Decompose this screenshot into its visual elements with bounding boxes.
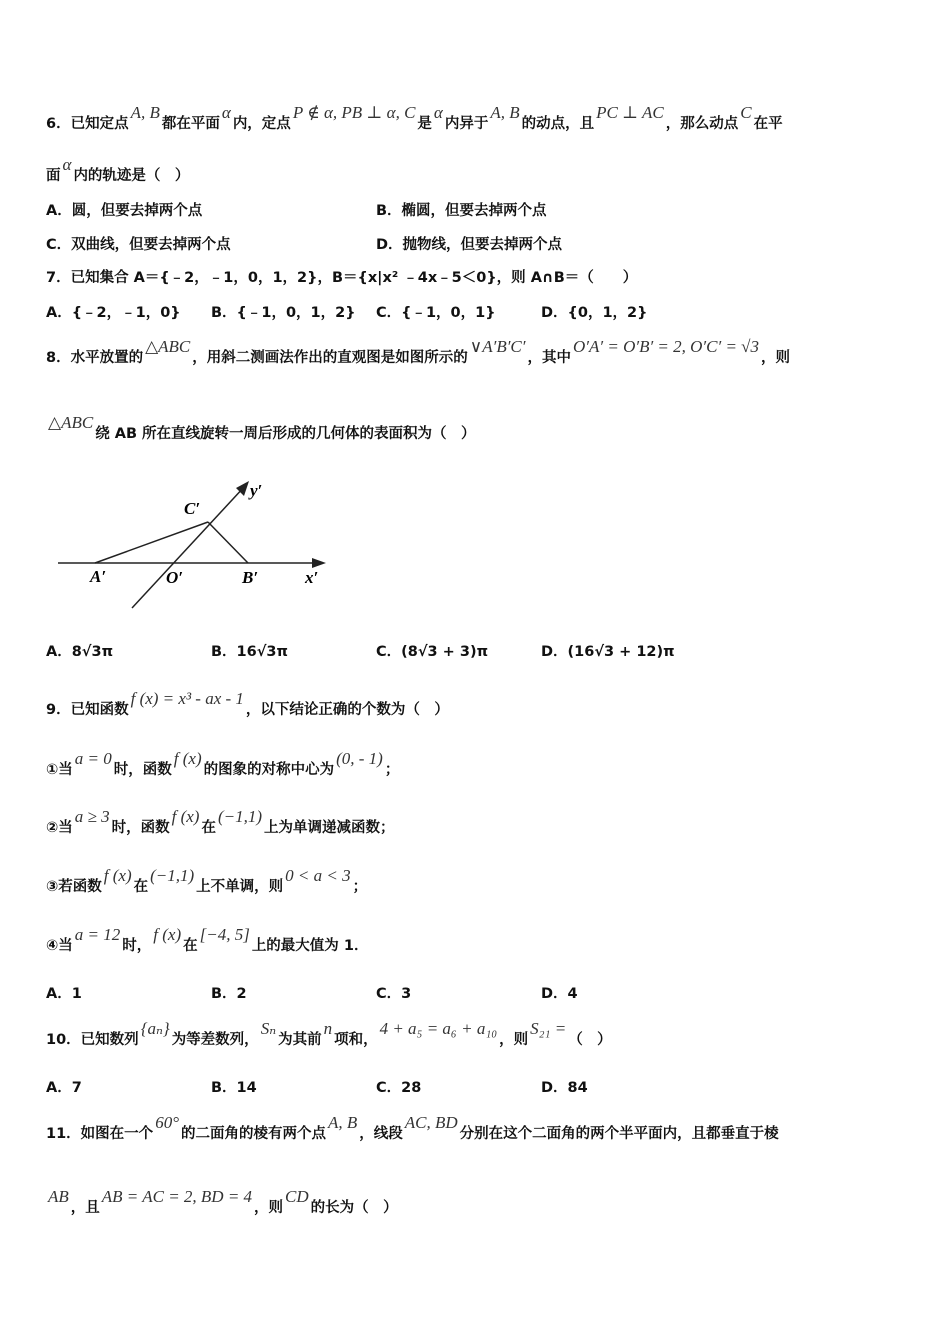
question-text: 在平 <box>753 116 783 132</box>
question-text: ，其中 <box>527 350 571 366</box>
answer-option-q8: C．(8√3 + 3)π <box>376 644 489 660</box>
question-text: ，则 <box>761 350 790 366</box>
answer-option-q7: B．{﹣1，0，1，2} <box>211 305 356 321</box>
answer-option-q8: B．16√3π <box>211 644 288 660</box>
question-text: 在 <box>183 938 198 954</box>
question-text: 项和， <box>334 1032 378 1048</box>
math-expression: α <box>433 103 443 122</box>
label-a: A′ <box>90 567 107 586</box>
math-expression: f (x) = x³ - ax - 1 <box>130 689 244 708</box>
question-text: 内异于 <box>444 116 489 132</box>
question-line-q6-line1 <box>46 103 783 133</box>
question-text: 上的最大值为 1． <box>251 938 369 954</box>
question-text: 的图象的对称中心为 <box>203 762 335 778</box>
question-line-q9-s4 <box>46 925 369 955</box>
question-text: ，用斜二测画法作出的直观图是如图所示的 <box>192 350 468 366</box>
segment-c-b <box>208 522 248 563</box>
question-text: 分别在这个二面角的两个半平面内，且都垂直于棱 <box>459 1126 779 1142</box>
question-text: 时，函数 <box>111 820 170 836</box>
question-line-q10 <box>46 1019 612 1049</box>
question-text: 上为单调递减函数； <box>264 820 395 836</box>
answer-option-q9: D．4 <box>541 986 578 1002</box>
answer-option-q6: A．圆，但要去掉两个点 <box>46 203 203 219</box>
x-axis-arrow <box>312 558 326 568</box>
question-line-q11-line1 <box>46 1113 779 1143</box>
label-c: C′ <box>184 499 201 518</box>
question-text: 的动点，且 <box>521 116 595 132</box>
math-expression: f (x) <box>171 807 200 826</box>
question-text: ，以下结论正确的个数为（ ） <box>245 702 449 718</box>
question-text: 9．已知函数 <box>46 702 129 718</box>
question-text: 8．水平放置的 <box>46 350 144 366</box>
label-b: B′ <box>242 568 259 587</box>
math-expression: AB = AC = 2, BD = 4 <box>101 1187 253 1206</box>
question-text: 在 <box>133 879 149 895</box>
math-expression: {aₙ} <box>140 1019 170 1038</box>
question-line-q7 <box>46 266 637 287</box>
math-expression: f (x) <box>173 749 202 768</box>
question-text: 10．已知数列 <box>46 1032 139 1048</box>
question-text: ，则 <box>254 1200 284 1216</box>
answer-option-q7: D．{0，1，2} <box>541 305 648 321</box>
question-line-q9-s3 <box>46 866 368 896</box>
question-text: 在 <box>201 820 216 836</box>
math-expression: C <box>740 103 752 122</box>
math-expression: PC ⊥ AC <box>596 103 664 122</box>
answer-option-q6: C．双曲线，但要去掉两个点 <box>46 237 231 253</box>
question-text: 时，函数 <box>113 762 172 778</box>
math-expression: (−1,1) <box>217 807 263 826</box>
question-line-q11-line2 <box>46 1187 398 1217</box>
math-expression: P ∉ α, PB ⊥ α, C <box>292 103 416 122</box>
question-text: ③若函数 <box>46 879 102 895</box>
math-expression: a ≥ 3 <box>74 807 110 826</box>
question-text: 的二面角的棱有两个点 <box>181 1126 326 1142</box>
math-expression: A, B <box>328 1113 358 1132</box>
answer-option-q6: D．抛物线，但要去掉两个点 <box>376 237 563 253</box>
question-line-q9-s2 <box>46 807 395 837</box>
math-expression: AB <box>48 1187 69 1206</box>
answer-option-q6: B．椭圆，但要去掉两个点 <box>376 203 547 219</box>
math-expression: O′A′ = O′B′ = 2, O′C′ = √3 <box>573 337 759 356</box>
label-y: y′ <box>250 481 263 500</box>
question-text: 时， <box>122 938 152 954</box>
question-text: 是 <box>417 116 432 132</box>
answer-option-q9: C．3 <box>376 986 412 1002</box>
math-expression: f (x) <box>103 866 132 885</box>
question-line-q9-s1 <box>46 749 400 779</box>
oblique-projection-figure <box>50 470 350 620</box>
answer-option-q8: A．8√3π <box>46 644 114 660</box>
question-line-q8-line1 <box>46 337 790 367</box>
math-expression: A, B <box>130 103 160 122</box>
answer-option-q10: B．14 <box>211 1080 257 1096</box>
answer-option-q10: D．84 <box>541 1080 588 1096</box>
math-expression: n <box>323 1019 333 1038</box>
math-expression: α <box>221 103 231 122</box>
question-text: ①当 <box>46 762 73 778</box>
question-text: 为其前 <box>278 1032 322 1048</box>
question-line-q8-line2 <box>46 413 476 443</box>
math-expression: CD <box>285 1187 309 1206</box>
answer-option-q9: B．2 <box>211 986 247 1002</box>
question-text: ，则 <box>499 1032 529 1048</box>
question-text: 绕 AB 所在直线旋转一周后形成的几何体的表面积为（ ） <box>95 426 476 442</box>
question-text: ④当 <box>46 938 73 954</box>
math-expression: A, B <box>490 103 520 122</box>
question-text: 7．已知集合 A＝{﹣2，﹣1，0，1，2}，B＝{x|x² ﹣4x﹣5＜0}，则 A∩B＝（ ） <box>46 270 638 286</box>
math-expression: ∨A′B′C′ <box>469 337 526 356</box>
question-text: ； <box>352 879 368 895</box>
math-expression: S₂₁ = <box>530 1019 567 1038</box>
math-expression: α <box>62 155 72 174</box>
math-expression: 60° <box>155 1113 179 1132</box>
answer-option-q7: C．{﹣1，0，1} <box>376 305 496 321</box>
question-text: 内的轨迹是（ ） <box>73 168 190 184</box>
question-text: ②当 <box>46 820 73 836</box>
answer-option-q9: A．1 <box>46 986 82 1002</box>
math-expression: Sₙ <box>260 1019 277 1038</box>
question-line-q6-line2 <box>46 155 190 185</box>
math-expression: (−1,1) <box>150 866 195 885</box>
question-text: 的长为（ ） <box>310 1200 398 1216</box>
question-text: ，那么动点 <box>665 116 739 132</box>
math-expression: f (x) <box>153 925 182 944</box>
question-text: 面 <box>46 168 61 184</box>
math-expression: △ABC <box>48 413 94 432</box>
question-text: 11．如图在一个 <box>46 1126 154 1142</box>
question-text: 为等差数列， <box>171 1032 259 1048</box>
answer-option-q7: A．{﹣2，﹣1，0} <box>46 305 181 321</box>
math-expression: AC, BD <box>404 1113 458 1132</box>
question-text: 6．已知定点 <box>46 116 129 132</box>
math-expression: (0, - 1) <box>336 749 383 768</box>
question-text: ； <box>384 762 400 778</box>
question-text: 上不单调，则 <box>196 879 284 895</box>
question-text: ，且 <box>70 1200 100 1216</box>
question-line-q9 <box>46 689 449 719</box>
math-expression: 0 < a < 3 <box>285 866 351 885</box>
math-expression: 4 + a₅ = a₆ + a₁₀ <box>379 1019 498 1038</box>
segment-a-c <box>95 522 208 563</box>
question-text: 都在平面 <box>161 116 220 132</box>
math-expression: a = 0 <box>74 749 112 768</box>
answer-option-q8: D．(16√3 + 12)π <box>541 644 675 660</box>
answer-option-q10: C．28 <box>376 1080 422 1096</box>
question-text: ，线段 <box>359 1126 403 1142</box>
label-o: O′ <box>166 568 184 587</box>
math-expression: △ABC <box>145 337 191 356</box>
question-text: 内，定点 <box>232 116 291 132</box>
answer-option-q10: A．7 <box>46 1080 82 1096</box>
math-expression: a = 12 <box>74 925 121 944</box>
label-x: x′ <box>305 568 319 587</box>
math-expression: [−4, 5] <box>199 925 250 944</box>
question-text: （ ） <box>568 1032 612 1048</box>
